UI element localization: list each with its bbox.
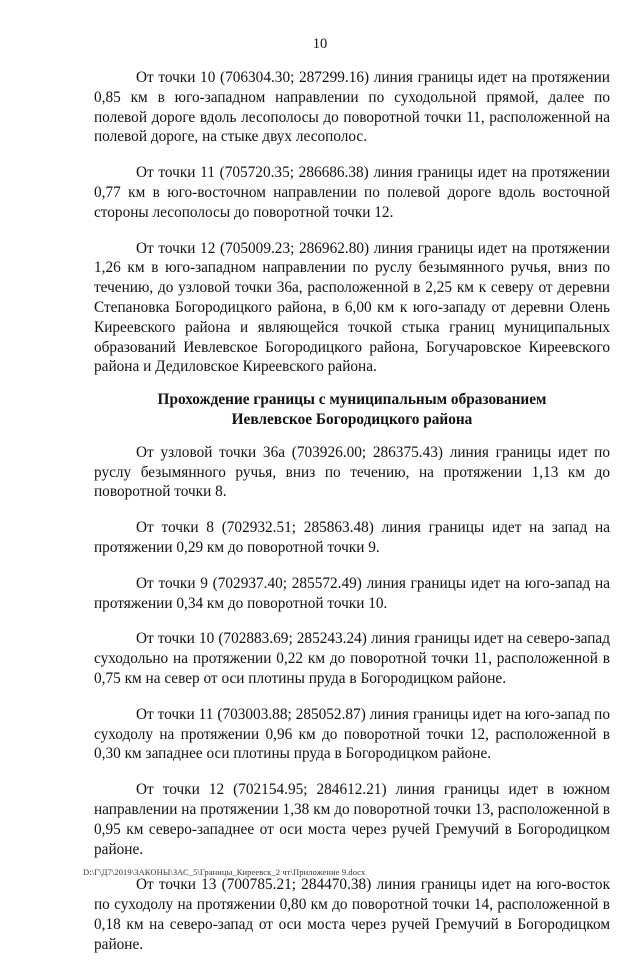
section-heading-line-2: Иевлевское Богородицкого района: [231, 410, 473, 428]
document-body: [94, 68, 610, 970]
paragraph-point-10-b: От точки 10 (702883.69; 285243.24) линия границы идет на северо-запад суходольно на протяжении 0,22 км до поворотной точки 11, расположенной в 0,75 км на север от оси плотины пруда в Богородицком районе.: [94, 630, 610, 687]
paragraph-node-36a: От узловой точки 36а (703926.00; 286375.43) линия границы идет по руслу безымянного ручья, вниз по течению, на протяжении 1,13 км до поворотной точки 8.: [94, 443, 610, 501]
section-heading: [94, 390, 610, 430]
page-number: 10: [312, 36, 328, 52]
paragraph-point-10: От точки 10 (706304.30; 287299.16) линия границы идет на протяжении 0,85 км в юго-западном направлении по суходольной прямой, далее по полевой дороге вдоль лесополосы до поворотной точки 11, расположенной на полевой дороге, на стыке двух лесополос.: [94, 69, 610, 146]
paragraph-point-12: От точки 12 (705009.23; 286962.80) линия границы идет на протяжении 1,26 км в юго-западном направлении по руслу безымянного ручья, вниз по течению, до узловой точки 36а, расположенной в 2,25 км к северу от деревни Степановка Богородицкого района, в 6,00 км к юго-западу от деревни Олень Киреевского района и являющейся точкой стыка границ муниципальных образований Иевлевское Богородицкого района, Богучаровское Киреевского района и Дедиловское Киреевского района.: [94, 239, 610, 376]
paragraph-point-11-b: От точки 11 (703003.88; 285052.87) линия границы идет на юго-запад по суходолу на протяжении 0,96 км до поворотной точки 12, расположенной в 0,30 км западнее оси плотины пруда в Богородицком районе.: [94, 705, 610, 763]
footer-file-path: D:\Г\Д7\2019\ЗАКОНЫ\ЗАС_5\Границы_Киреевск_2 чт\Приложение 9.docx: [83, 867, 366, 877]
section-heading-line-1: Прохождение границы с муниципальным образованием: [157, 391, 547, 409]
paragraph-point-11: От точки 11 (705720.35; 286686.38) линия границы идет на протяжении 0,77 км в юго-восточном направлении по полевой дороге вдоль восточной стороны лесополосы до поворотной точки 12.: [94, 164, 610, 221]
paragraph-point-13: От точки 13 (700785.21; 284470.38) линия границы идет на юго-восток по суходолу на протяжении 0,80 км до поворотной точки 14, расположенной в 0,18 км на северо-запад от оси моста через ручей Гремучий в Богородицком районе.: [94, 876, 610, 953]
paragraph-point-9: От точки 9 (702937.40; 285572.49) линия границы идет на юго-запад на протяжении 0,34 км до поворотной точки 10.: [94, 574, 610, 612]
paragraph-point-12-b: От точки 12 (702154.95; 284612.21) линия границы идет в южном направлении на протяжении 1,38 км до поворотной точки 13, расположенной в 0,95 км северо-западнее от оси моста через ручей Гремучий в Богородицком районе.: [94, 781, 610, 858]
paragraph-point-8: От точки 8 (702932.51; 285863.48) линия границы идет на запад на протяжении 0,29 км до поворотной точки 9.: [94, 519, 610, 556]
